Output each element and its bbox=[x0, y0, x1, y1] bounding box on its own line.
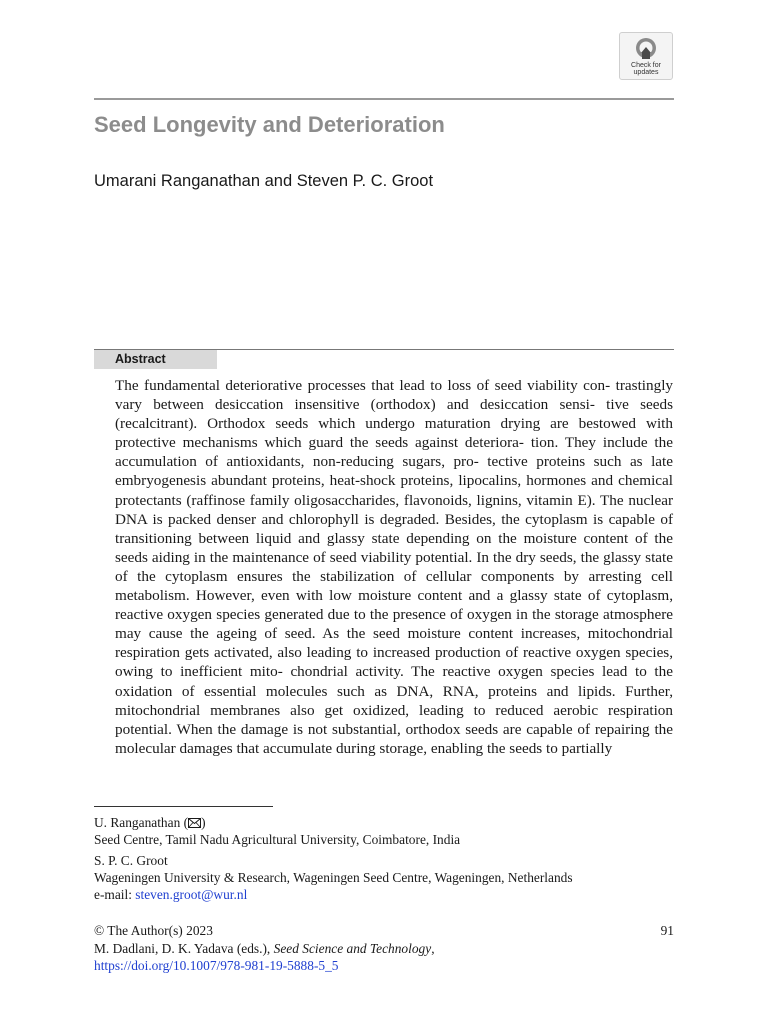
check-for-updates-badge[interactable] bbox=[619, 32, 673, 80]
author2-name: S. P. C. Groot bbox=[94, 853, 168, 868]
footnote-rule bbox=[94, 806, 273, 807]
editors: M. Dadlani, D. K. Yadava (eds.), bbox=[94, 940, 274, 956]
abstract-line: trastingly vary between desiccation insensitive (orthodox) and desiccation sensi- bbox=[115, 377, 674, 414]
chapter-title: Seed Longevity and Deterioration bbox=[94, 112, 445, 137]
title-rule bbox=[94, 98, 674, 100]
abstract-label: Abstract bbox=[94, 350, 217, 369]
badge-line-2: updates bbox=[633, 69, 659, 76]
abstract-line: tive seeds (recalcitrant). Orthodox seeds which undergo maturation drying are bbox=[115, 396, 673, 433]
footer-block bbox=[94, 922, 435, 975]
book-title: Seed Science and Technology bbox=[273, 940, 432, 956]
author1-affiliation: Seed Centre, Tamil Nadu Agricultural University, Coimbatore, India bbox=[94, 832, 461, 847]
check-for-updates-icon bbox=[632, 36, 660, 62]
abstract-line: denser and chlorophyll is degraded. Besides, the cytoplasm is capable of bbox=[216, 510, 674, 528]
abstract-line: oligosaccharides, flavonoids, lignins, vitamin E). The nuclear DNA is packed bbox=[115, 491, 674, 528]
abstract-line: When the damage is not substantial, orthodox seeds are capable of repairing the bbox=[176, 720, 673, 738]
abstract-line: to increased production of reactive oxygen species, owing to inefficient mito- bbox=[115, 644, 674, 681]
abstract-line: proteins, lipocalins, hormones and chemical protectants (raffinose family bbox=[115, 472, 673, 509]
email-line bbox=[94, 886, 247, 904]
abstract-line: of the seeds aiding in the maintenance of seed viability potential. In the dry seeds, bbox=[115, 529, 673, 566]
abstract-line: the glassy state of the cytoplasm ensures the stabilization of cellular components bbox=[115, 548, 674, 585]
badge-line-1: Check for bbox=[631, 62, 661, 69]
abstract-text bbox=[115, 376, 673, 758]
abstract-line: tective proteins such as late embryogenesis abundant proteins, heat-shock bbox=[115, 453, 673, 490]
author2-affiliation: Wageningen University & Research, Wageningen Seed Centre, Wageningen, Netherlands bbox=[94, 870, 573, 885]
abstract-line: chondrial activity. The reactive oxygen species lead to the oxidation of essential bbox=[115, 663, 673, 700]
doi-link[interactable]: https://doi.org/10.1007/978-981-19-5888-5_5 bbox=[94, 958, 339, 973]
email-label: e-mail: bbox=[94, 887, 136, 902]
abstract-line: molecules such as DNA, RNA, proteins and lipids. Further, mitochondrial bbox=[115, 682, 673, 719]
envelope-icon bbox=[188, 818, 201, 828]
abstract-line: glassy state of cytoplasm, reactive oxygen species generated due to the presence bbox=[115, 587, 673, 624]
book-suffix: , bbox=[431, 940, 435, 956]
abstract-line: tion. They include the accumulation of antioxidants, non-reducing sugars, pro- bbox=[115, 434, 673, 471]
abstract-line: of oxygen in the storage atmosphere may cause the ageing of seed. As the seed bbox=[115, 606, 674, 643]
abstract-line: membranes also get oxidized, leading to reduced aerobic respiration potential. bbox=[115, 701, 673, 738]
abstract-line: moisture content increases, mitochondrial respiration gets activated, also leading bbox=[115, 625, 673, 662]
page-number: 91 bbox=[660, 923, 674, 938]
abstract-line: transitioning between liquid and glassy state depending on the moisture content bbox=[115, 529, 629, 547]
abstract-line: by arresting cell metabolism. However, even with low moisture content and a bbox=[115, 567, 674, 605]
abstract-line: bestowed with protective mechanisms which guard the seeds against deteriora- bbox=[115, 415, 673, 452]
author1-name: U. Ranganathan ( bbox=[94, 815, 189, 830]
abstract-line: molecular damages that accumulate during storage, enabling the seeds to partially bbox=[115, 739, 613, 757]
author1-footnote bbox=[94, 814, 206, 832]
author1-close: ) bbox=[201, 815, 206, 830]
copyright-line: © The Author(s) 2023 bbox=[94, 923, 213, 938]
author-list: Umarani Ranganathan and Steven P. C. Groot bbox=[94, 172, 434, 190]
email-link[interactable]: steven.groot@wur.nl bbox=[135, 887, 248, 902]
abstract-line: The fundamental deteriorative processes that lead to loss of seed viability con- bbox=[115, 377, 611, 394]
